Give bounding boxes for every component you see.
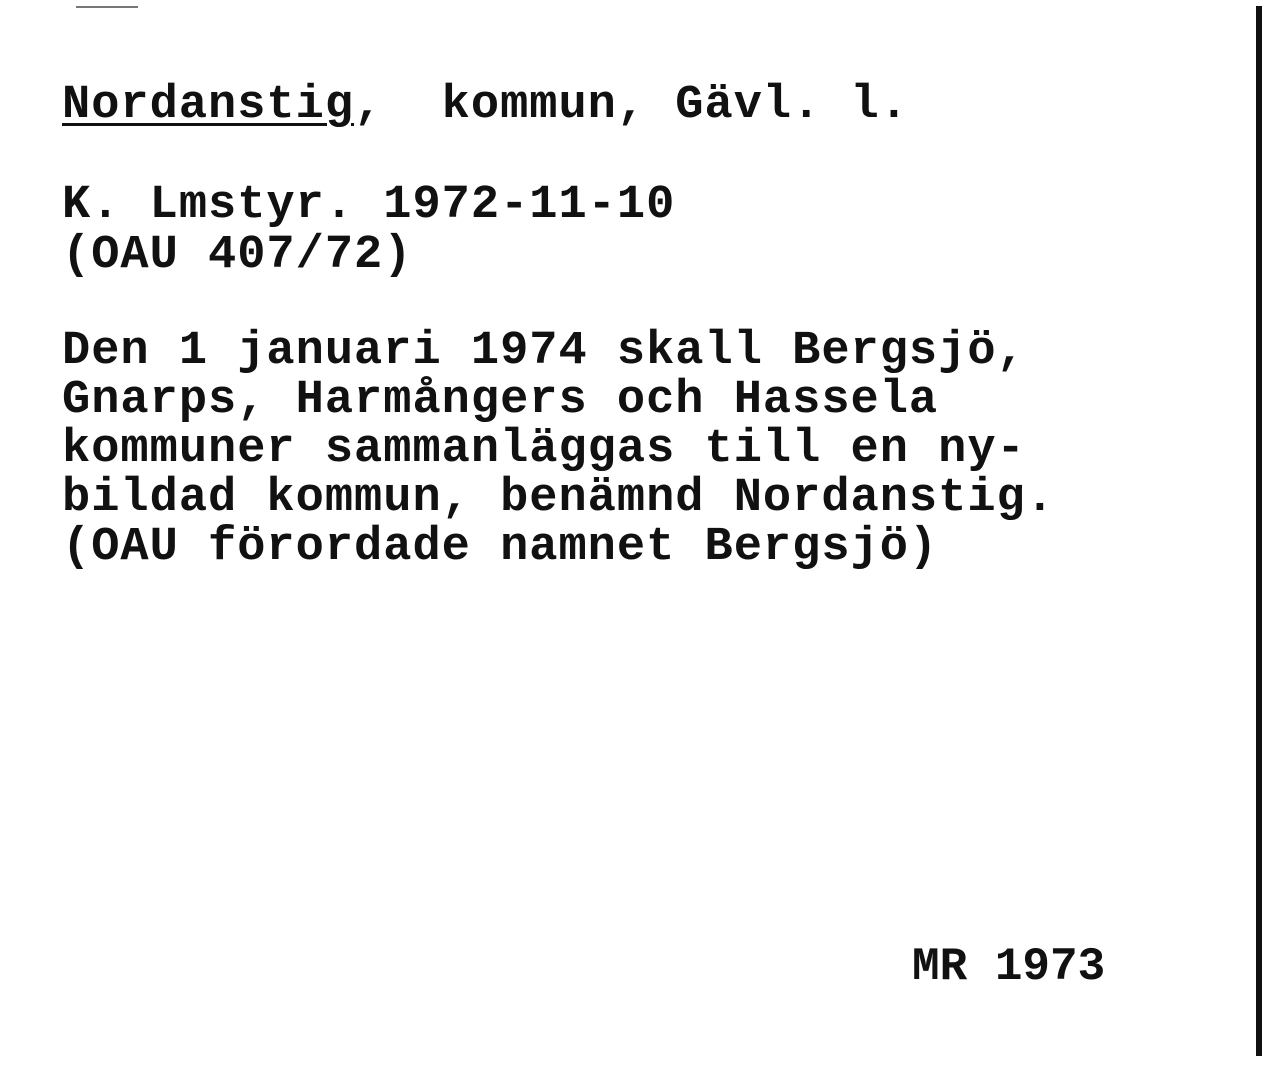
reference-decision: K. Lmstyr. 1972-11-10: [62, 179, 676, 232]
reference-number: (OAU 407/72): [62, 229, 413, 282]
body-line: kommuner sammanläggas till en ny-: [62, 423, 1026, 476]
card-heading: [62, 79, 909, 132]
heading-place-name: Nordanstig: [62, 79, 355, 132]
card-right-edge: [1256, 6, 1262, 1056]
date-stamp: MR 1973: [912, 941, 1106, 993]
body-line: bildad kommun, benämnd Nordanstig.: [62, 472, 1055, 525]
card-edge-mark: [76, 6, 138, 8]
body-line: Gnarps, Harmångers och Hassela: [62, 374, 939, 427]
body-line: Den 1 januari 1974 skall Bergsjö,: [62, 325, 1026, 378]
heading-place-details: , kommun, Gävl. l.: [354, 79, 909, 132]
body-line: (OAU förordade namnet Bergsjö): [62, 521, 939, 574]
